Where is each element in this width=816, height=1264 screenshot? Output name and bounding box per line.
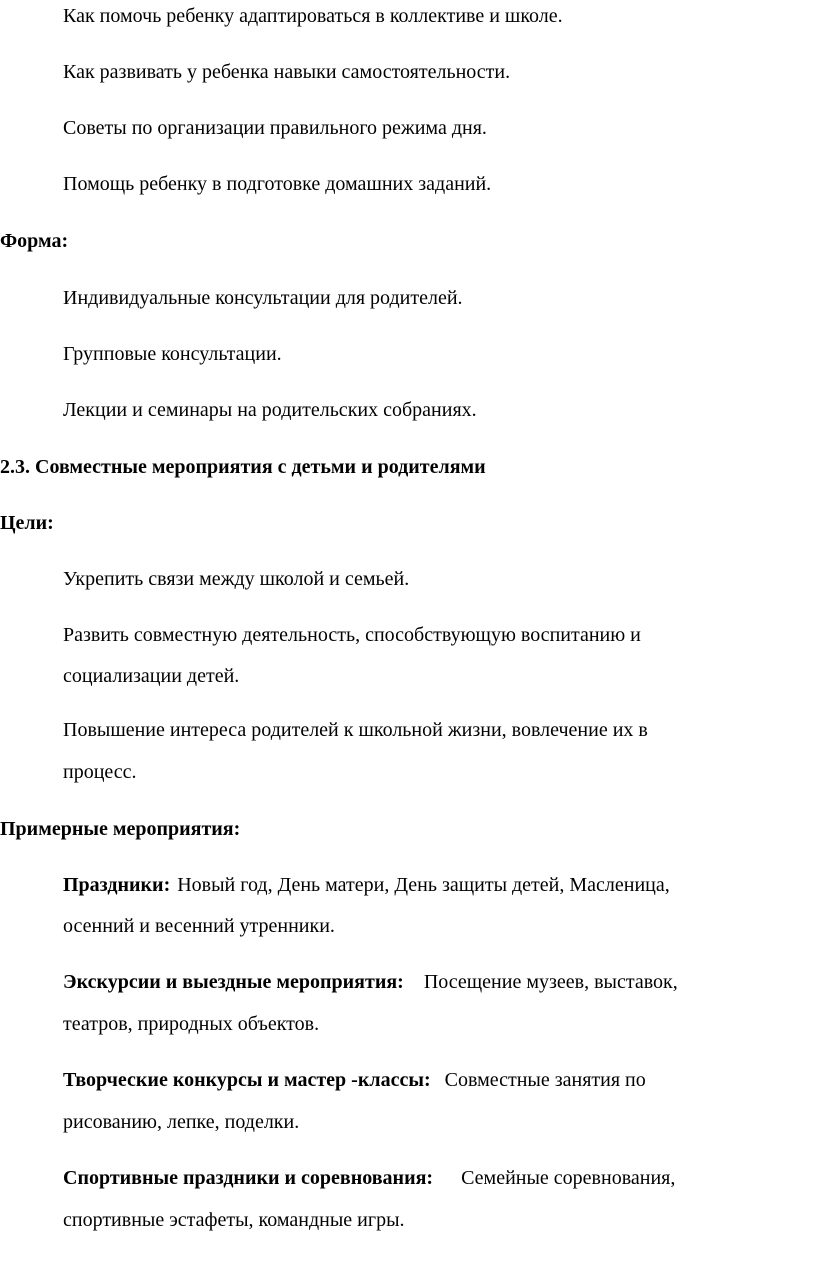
event-label: Экскурсии и выездные мероприятия: (63, 971, 404, 993)
event-text: Новый год, День матери, День защиты детей, Масленица, (177, 874, 670, 896)
goal-line: процесс. (63, 761, 137, 783)
forma-heading: Форма: (0, 230, 69, 252)
event-label: Праздники: (63, 874, 171, 896)
event-label: Творческие конкурсы и мастер -классы: (63, 1069, 431, 1091)
forma-item: Лекции и семинары на родительских собраниях. (63, 399, 477, 421)
event-text-continued: спортивные эстафеты, командные игры. (63, 1209, 405, 1231)
event-label: Спортивные праздники и соревнования: (63, 1167, 434, 1189)
event-item (63, 873, 670, 897)
event-text: Посещение музеев, выставок, (423, 971, 678, 993)
event-item (63, 1068, 646, 1092)
event-text-continued: осенний и весенний утренники. (63, 915, 335, 937)
goals-heading: Цели: (0, 512, 54, 534)
goal-line: социализации детей. (63, 665, 240, 687)
section-heading: 2.3. Совместные мероприятия с детьми и родителями (0, 456, 486, 478)
event-text: Совместные занятия по (444, 1069, 646, 1091)
topic-line: Советы по организации правильного режима дня. (63, 117, 487, 139)
event-item (63, 970, 678, 994)
topic-line: Как развивать у ребенка навыки самостоятельности. (63, 61, 511, 83)
goal-line: Развить совместную деятельность, способствующую воспитанию и (63, 624, 641, 646)
events-heading: Примерные мероприятия: (0, 818, 241, 840)
event-text-continued: рисованию, лепке, поделки. (63, 1111, 300, 1133)
event-text: Семейные соревнования, (461, 1167, 676, 1189)
event-item (63, 1166, 675, 1190)
topic-line: Как помочь ребенку адаптироваться в коллективе и школе. (63, 5, 563, 27)
forma-item: Групповые консультации. (63, 343, 282, 365)
goal-line: Повышение интереса родителей к школьной жизни, вовлечение их в (63, 719, 648, 741)
event-text-continued: театров, природных объектов. (63, 1013, 320, 1035)
forma-item: Индивидуальные консультации для родителей. (63, 287, 463, 309)
goal-line: Укрепить связи между школой и семьей. (63, 568, 410, 590)
topic-line: Помощь ребенку в подготовке домашних заданий. (63, 173, 492, 195)
